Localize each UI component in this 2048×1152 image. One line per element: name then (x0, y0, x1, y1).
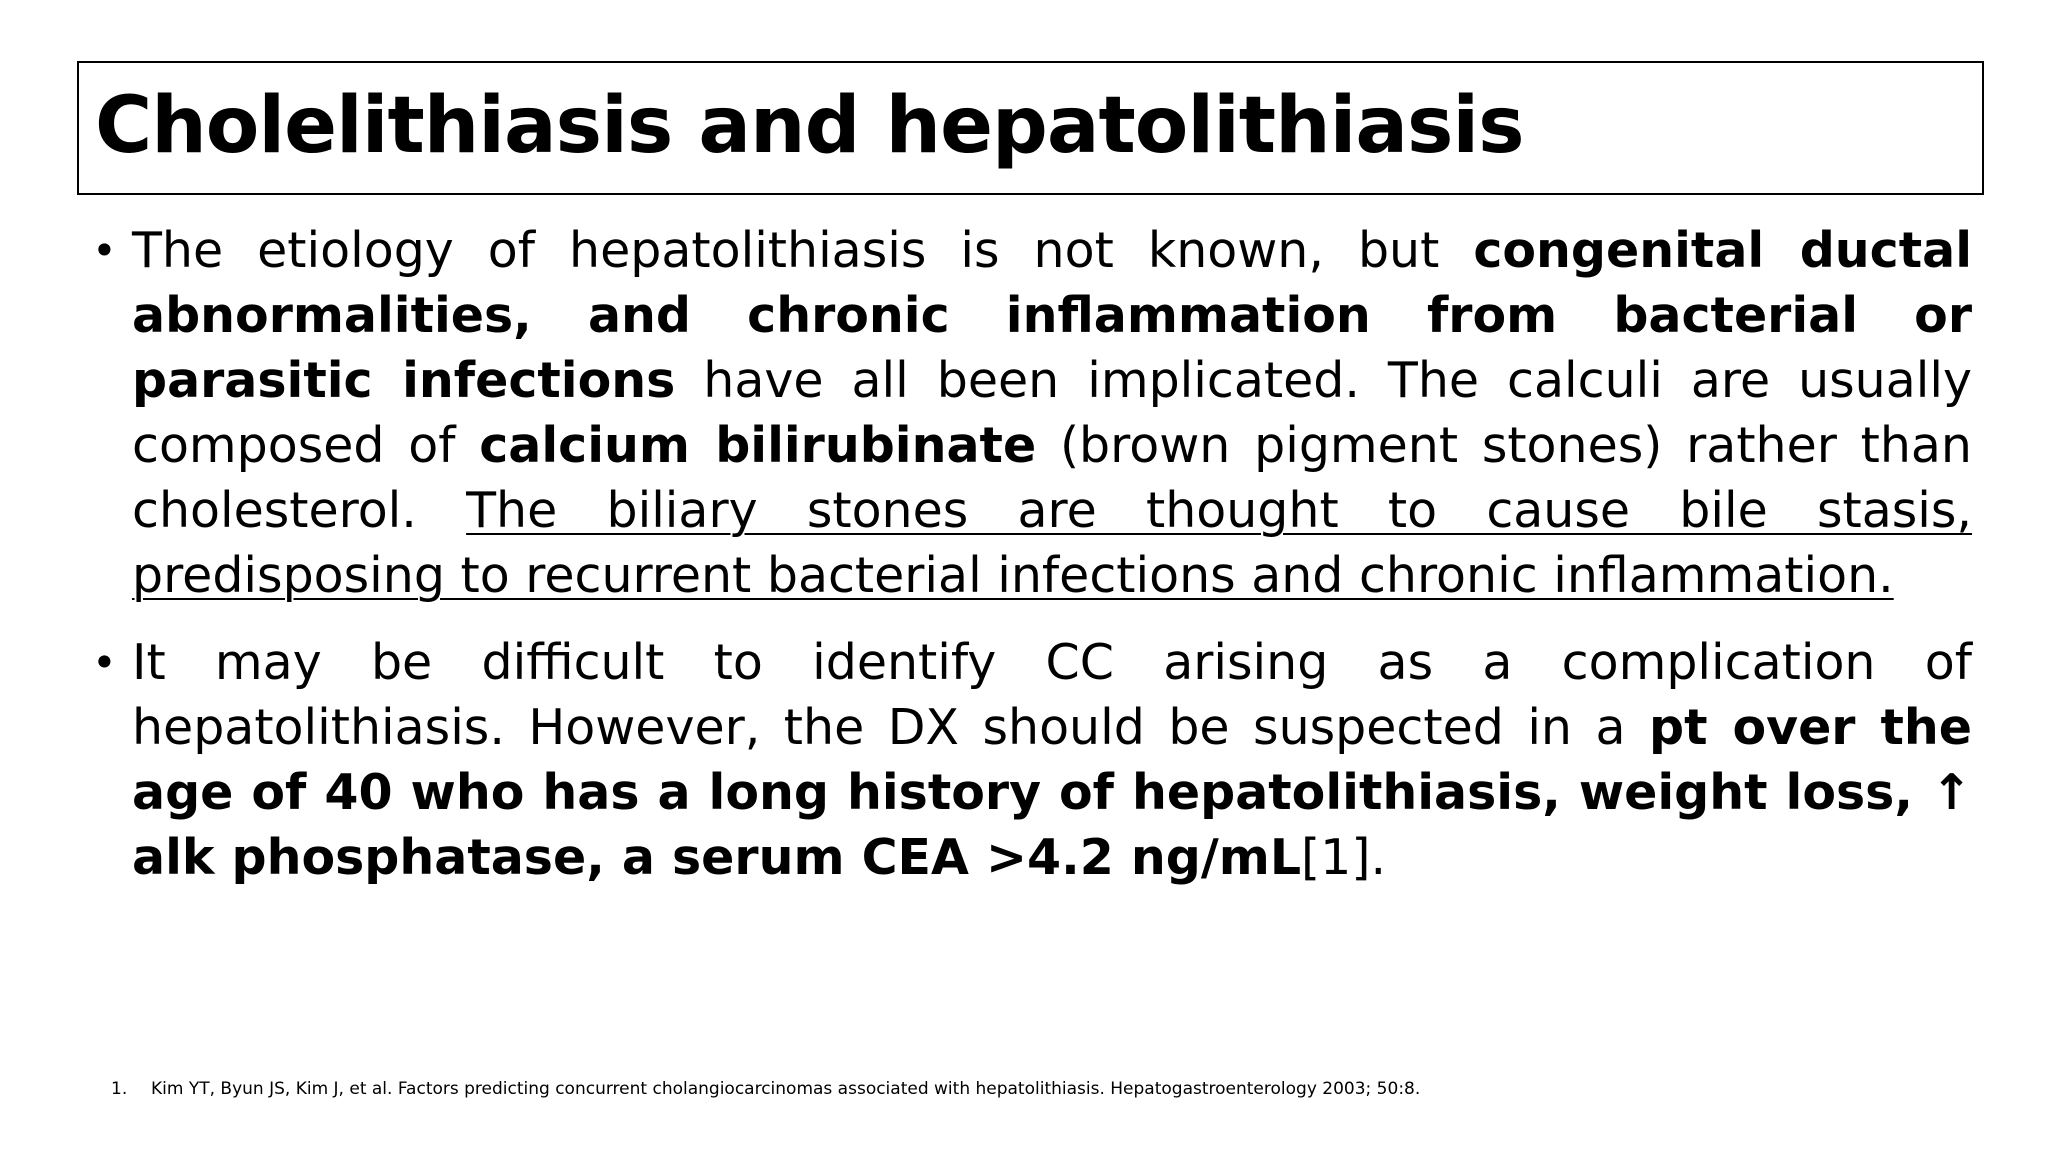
bullet-text (132, 218, 1972, 608)
bullet-item-etiology (92, 218, 1972, 608)
text-run: The etiology of hepatolithiasis is not known, but (132, 222, 1474, 279)
bold-text-run: congenital ductal abnormalities, and chronic inflammation from bacterial or parasitic infections (132, 222, 1972, 409)
bold-text-run: pt over the age of 40 who has a long history of hepatolithiasis, weight loss, ↑ alk phosphatase, a serum CEA >4.2 ng/mL (132, 699, 1972, 886)
bullet-item-diagnosis (92, 630, 1972, 890)
bullet-marker: • (92, 638, 117, 687)
title-box (77, 61, 1984, 195)
underlined-text-run: The biliary stones are thought to cause bile stasis, predisposing to recurrent bacterial infections and chronic inflammation. (132, 482, 1973, 604)
footnote (111, 1078, 1420, 1100)
text-run: (brown pigment stones) rather than cholesterol. (132, 417, 1972, 539)
footnote-number: 1. (111, 1079, 128, 1099)
citation-text-run: [1]. (1301, 829, 1387, 886)
bullet-text (132, 630, 1972, 890)
footnote-text: Kim YT, Byun JS, Kim J, et al. Factors predicting concurrent cholangiocarcinomas associated with hepatolithiasis. Hepatogastroenterology 2003; 50:8. (151, 1079, 1421, 1099)
bold-text-run: calcium bilirubinate (479, 417, 1037, 474)
text-run: It may be difficult to identify CC arising as a complication of hepatolithiasis. However, the DX should be suspected in a (132, 634, 1972, 756)
bullet-list (92, 218, 1972, 890)
bullet-marker: • (92, 226, 117, 275)
slide-title: Cholelithiasis and hepatolithiasis (95, 81, 1524, 171)
text-run: have all been implicated. The calculi are usually composed of (132, 352, 1972, 474)
